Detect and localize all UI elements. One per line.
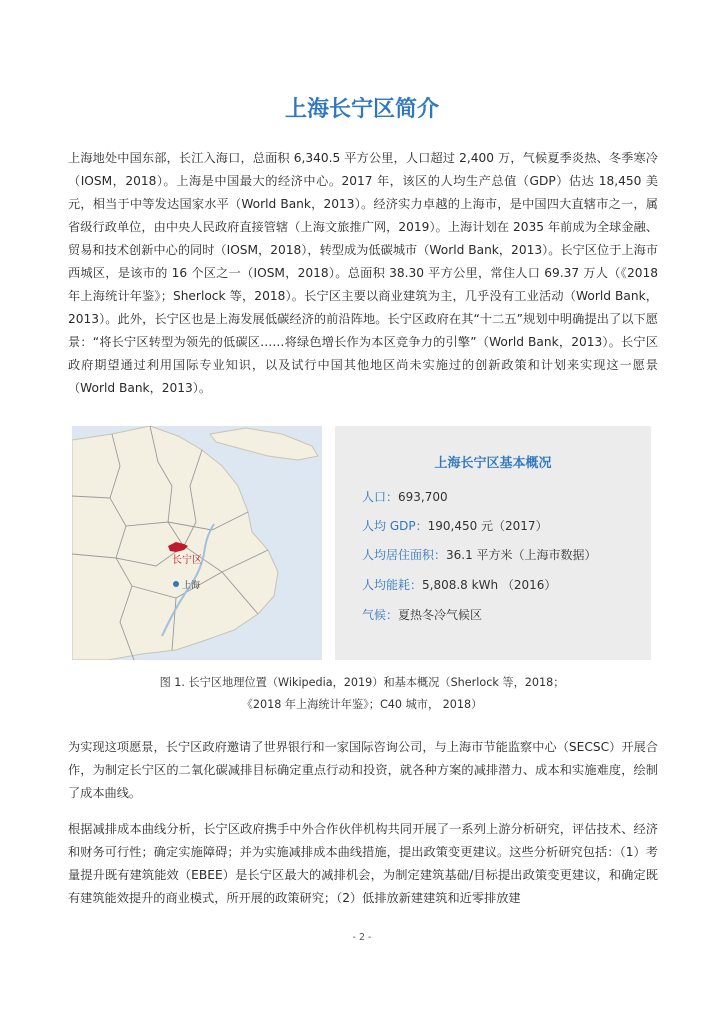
city-label: 上海 bbox=[182, 581, 201, 591]
changning-location-map bbox=[72, 426, 322, 660]
vision-paragraph: 为实现这项愿景，长宁区政府邀请了世界银行和一家国际咨询公司，与上海市节能监察中心（SECSC）开展合作，为制定长宁区的二氧化碳减排目标确定重点行动和投资，就各种方案的减排潜力、成本和实施难度，绘制了成本曲线。 bbox=[68, 740, 658, 800]
info-value: 夏热冬冷气候区 bbox=[398, 608, 483, 622]
info-label: 气候： bbox=[362, 608, 399, 622]
district-overview-panel bbox=[335, 426, 651, 660]
info-value: 693,700 bbox=[398, 490, 448, 504]
info-row-population bbox=[362, 488, 448, 505]
city-marker-icon bbox=[173, 581, 179, 587]
info-value: 36.1 平方米（上海市数据） bbox=[446, 548, 597, 562]
info-label: 人均 GDP： bbox=[362, 519, 428, 533]
info-row-living-area bbox=[362, 546, 597, 563]
chongming-island bbox=[210, 428, 318, 460]
info-panel-title: 上海长宁区基本概况 bbox=[434, 456, 552, 471]
info-value: 190,450 元（2017） bbox=[427, 519, 548, 533]
figure-caption-line2: 《2018 年上海统计年鉴》；C40 城市， 2018） bbox=[241, 698, 483, 711]
figure-caption-line1: 图 1. 长宁区地理位置（Wikipedia，2019）和基本概况（Sherlock 等，2018； bbox=[159, 676, 565, 689]
district-label: 长宁区 bbox=[172, 555, 202, 566]
info-row-climate bbox=[362, 606, 482, 623]
page-title: 上海长宁区简介 bbox=[284, 97, 439, 122]
map-graphic bbox=[72, 426, 322, 660]
page-number: - 2 - bbox=[352, 932, 372, 943]
intro-paragraph: 上海地处中国东部，长江入海口，总面积 6,340.5 平方公里，人口超过 2,400 万，气候夏季炎热、冬季寒冷（IOSM，2018）。上海是中国最大的经济中心。2017 年，该区的人均生产总值（GDP）估达 18,450 美元，相当于中等发达国家水平（World Bank，2013）。经济实力卓越的上海市，是中国四大直辖市之一，属省级行政单位，由中央人民政府直接管辖（上海文旅推广网，2019）。上海计划在 2035 年前成为全球金融、贸易和技术创新中心的同时（IOSM，2018），转型成为低碳城市（World Bank，2013）。长宁区位于上海市西城区，是该市的 16 个区之一（IOSM，2018）。总面积 38.30 平方公里，常住人口 69.37 万人（《2018 年上海统计年鉴》；Sherlock 等，2018）。长宁区主要以商业建筑为主，几乎没有工业活动（World Bank，2013）。此外，长宁区也是上海发展低碳经济的前沿阵地。长宁区政府在其“十二五”规划中明确提出了以下愿景：“将长宁区转型为领先的低碳区……将绿色增长作为本区竞争力的引擎”（World Bank，2013）。长宁区政府期望通过利用国际专业知识，以及试行中国其他地区尚未实施过的创新政策和计划来实现这一愿景（World Bank，2013）。 bbox=[68, 151, 658, 395]
info-label: 人均居住面积： bbox=[362, 548, 447, 562]
info-label: 人均能耗： bbox=[362, 578, 423, 592]
info-row-energy bbox=[362, 576, 556, 593]
info-row-gdp bbox=[362, 517, 548, 534]
info-value: 5,808.8 kWh （2016） bbox=[422, 578, 557, 592]
analysis-paragraph: 根据减排成本曲线分析，长宁区政府携手中外合作伙伴机构共同开展了一系列上游分析研究，评估技术、经济和财务可行性；确定实施障碍；并为实施减排成本曲线措施，提出政策变更建议。这些分析研究包括：（1）考量提升既有建筑能效（EBEE）是长宁区最大的减排机会，为制定建筑基础/目标提出政策变更建议，和确定既有建筑能效提升的商业模式，所开展的政策研究；（2）低排放新建建筑和近零排放建 bbox=[68, 822, 658, 905]
info-label: 人口： bbox=[362, 490, 399, 504]
